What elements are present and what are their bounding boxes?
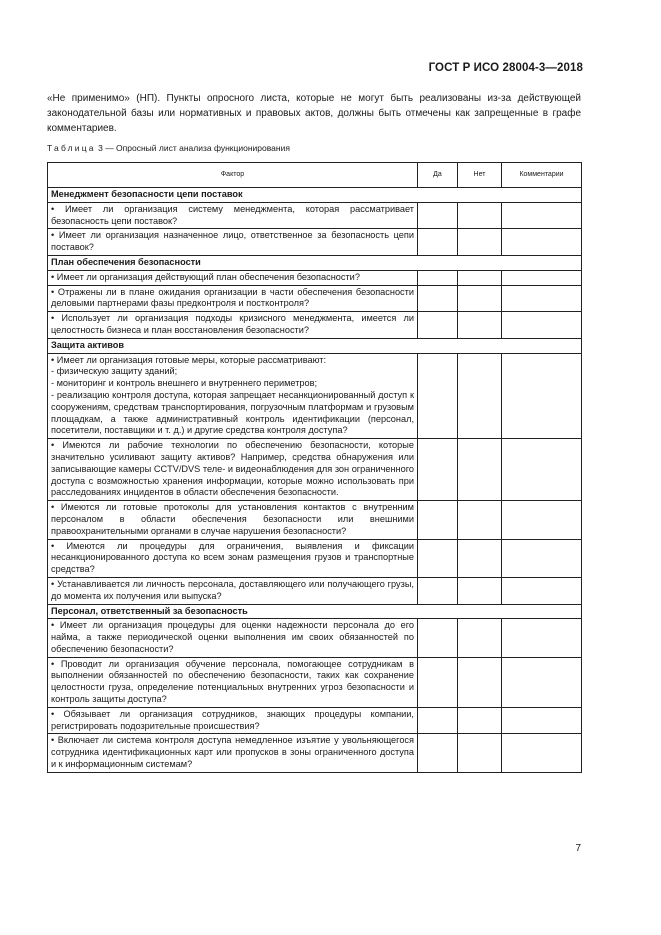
no-cell[interactable] xyxy=(458,501,502,539)
factor-cell: • Обязывает ли организация сотрудников, знающих процедуры компании, регистрировать подозрительные происшествия? xyxy=(48,707,418,734)
yes-cell[interactable] xyxy=(418,439,458,501)
table-row xyxy=(48,657,582,707)
table-row xyxy=(48,439,582,501)
factor-cell: • Имеются ли процедуры для ограничения, выявления и фиксации несанкционированного доступа ко всем зонам размещения грузов и транспортные средства? xyxy=(48,539,418,577)
no-cell[interactable] xyxy=(458,229,502,256)
no-cell[interactable] xyxy=(458,619,502,657)
comments-cell[interactable] xyxy=(502,285,582,312)
intro-paragraph: «Не применимо» (НП). Пункты опросного листа, которые не могут быть реализованы из-за действующей законодательной базы или нормативных и правовых актов, должны быть отмечены как запрещенные в графе комментариев. xyxy=(47,93,581,134)
table-row xyxy=(48,202,582,229)
table-row xyxy=(48,501,582,539)
table-header-row xyxy=(48,163,582,188)
factor-cell: • Проводит ли организация обучение персонала, помогающее сотрудникам в выполнении обязанностей по обеспечению безопасности, таких как сохранение целостности груза, определение потенциальных внутренних угроз безопасности и контроль защиты доступа? xyxy=(48,657,418,707)
yes-cell[interactable] xyxy=(418,619,458,657)
no-cell[interactable] xyxy=(458,202,502,229)
factor-line: - реализацию контроля доступа, которая запрещает несанкционированный доступ к сооружениям, средствам транспортирования, погрузочным платформам и грузовым площадкам, а также административный контроль идентификации (персонал, посетители, поставщики и т. д.) и другие средства контроля доступа? xyxy=(51,389,414,436)
factor-line: - физическую защиту зданий; xyxy=(51,366,178,377)
comments-cell[interactable] xyxy=(502,312,582,339)
factor-cell: • Использует ли организация подходы кризисного менеджмента, имеется ли целостность бизнеса и план восстановления безопасности? xyxy=(48,312,418,339)
yes-cell[interactable] xyxy=(418,501,458,539)
table-row xyxy=(48,270,582,285)
no-cell[interactable] xyxy=(458,734,502,772)
comments-cell[interactable] xyxy=(502,707,582,734)
factor-cell: • Имеет ли организация действующий план обеспечения безопасности? xyxy=(48,270,418,285)
yes-cell[interactable] xyxy=(418,229,458,256)
no-cell[interactable] xyxy=(458,707,502,734)
yes-cell[interactable] xyxy=(418,707,458,734)
yes-cell[interactable] xyxy=(418,270,458,285)
yes-cell[interactable] xyxy=(418,539,458,577)
no-cell[interactable] xyxy=(458,657,502,707)
section-title: Защита активов xyxy=(48,338,582,353)
yes-cell[interactable] xyxy=(418,577,458,604)
factor-cell: • Отражены ли в плане ожидания организации в части обеспечения безопасности деловыми партнерами фазы предконтроля и постконтроля? xyxy=(48,285,418,312)
questionnaire-table xyxy=(47,162,582,773)
factor-cell: • Имеет ли организация систему менеджмента, которая рассматривает безопасность цепи поставок? xyxy=(48,202,418,229)
section-row xyxy=(48,338,582,353)
table-row xyxy=(48,285,582,312)
yes-cell[interactable] xyxy=(418,353,458,439)
factor-line: • Имеет ли организация готовые меры, которые рассматривают: xyxy=(51,354,327,365)
yes-cell[interactable] xyxy=(418,285,458,312)
factor-cell xyxy=(48,353,418,439)
factor-cell: • Устанавливается ли личность персонала, доставляющего или получающего грузы, до момента их получения или выпуска? xyxy=(48,577,418,604)
column-header-comments: Комментарии xyxy=(502,163,582,188)
section-title: План обеспечения безопасности xyxy=(48,255,582,270)
table-row xyxy=(48,619,582,657)
comments-cell[interactable] xyxy=(502,657,582,707)
no-cell[interactable] xyxy=(458,439,502,501)
document-id: ГОСТ Р ИСО 28004-3—2018 xyxy=(428,62,583,74)
comments-cell[interactable] xyxy=(502,577,582,604)
yes-cell[interactable] xyxy=(418,657,458,707)
comments-cell[interactable] xyxy=(502,734,582,772)
section-title: Персонал, ответственный за безопасность xyxy=(48,604,582,619)
table-row xyxy=(48,229,582,256)
table-row xyxy=(48,707,582,734)
section-row xyxy=(48,188,582,203)
no-cell[interactable] xyxy=(458,285,502,312)
factor-cell: • Имеет ли организация процедуры для оценки надежности персонала до его найма, а также периодической оценки выполнения им своих обязанностей по обеспечению безопасности? xyxy=(48,619,418,657)
comments-cell[interactable] xyxy=(502,539,582,577)
table-row xyxy=(48,539,582,577)
table-row xyxy=(48,577,582,604)
no-cell[interactable] xyxy=(458,353,502,439)
column-header-factor: Фактор xyxy=(48,163,418,188)
factor-cell: • Имеются ли рабочие технологии по обеспечению безопасности, которые значительно усиливают защиту активов? Например, средства обнаружения или записывающие камеры CCTV/DVS теле- и видеонаблюдения для зон ограниченного доступа с возможностью хранения информации, которые можно использовать при расследованиях инцидентов в области обеспечения безопасности. xyxy=(48,439,418,501)
no-cell[interactable] xyxy=(458,270,502,285)
comments-cell[interactable] xyxy=(502,501,582,539)
section-title: Менеджмент безопасности цепи поставок xyxy=(48,188,582,203)
table-caption xyxy=(47,143,290,153)
yes-cell[interactable] xyxy=(418,202,458,229)
comments-cell[interactable] xyxy=(502,439,582,501)
factor-cell: • Имеются ли готовые протоколы для установления контактов с внутренним персоналом в области обеспечения безопасности или внешними правоохранительными органами в случае нарушения безопасности? xyxy=(48,501,418,539)
factor-cell: • Включает ли система контроля доступа немедленное изъятие у увольняющегося сотрудника идентификационных карт или пропусков в зоны ограниченного доступа и к информационным системам? xyxy=(48,734,418,772)
comments-cell[interactable] xyxy=(502,270,582,285)
factor-cell: • Имеет ли организация назначенное лицо, ответственное за безопасность цепи поставок? xyxy=(48,229,418,256)
table-caption-label: Таблица xyxy=(47,143,96,153)
table-row xyxy=(48,312,582,339)
yes-cell[interactable] xyxy=(418,312,458,339)
column-header-no: Нет xyxy=(458,163,502,188)
yes-cell[interactable] xyxy=(418,734,458,772)
no-cell[interactable] xyxy=(458,539,502,577)
column-header-yes: Да xyxy=(418,163,458,188)
comments-cell[interactable] xyxy=(502,202,582,229)
table-row xyxy=(48,734,582,772)
no-cell[interactable] xyxy=(458,312,502,339)
no-cell[interactable] xyxy=(458,577,502,604)
page-number: 7 xyxy=(575,843,581,854)
table-caption-text: 3 — Опросный лист анализа функционирования xyxy=(98,143,290,153)
table-body xyxy=(48,188,582,773)
comments-cell[interactable] xyxy=(502,353,582,439)
comments-cell[interactable] xyxy=(502,619,582,657)
section-row xyxy=(48,255,582,270)
factor-line: - мониторинг и контроль внешнего и внутреннего периметров; xyxy=(51,378,318,389)
section-row xyxy=(48,604,582,619)
comments-cell[interactable] xyxy=(502,229,582,256)
table-row xyxy=(48,353,582,439)
